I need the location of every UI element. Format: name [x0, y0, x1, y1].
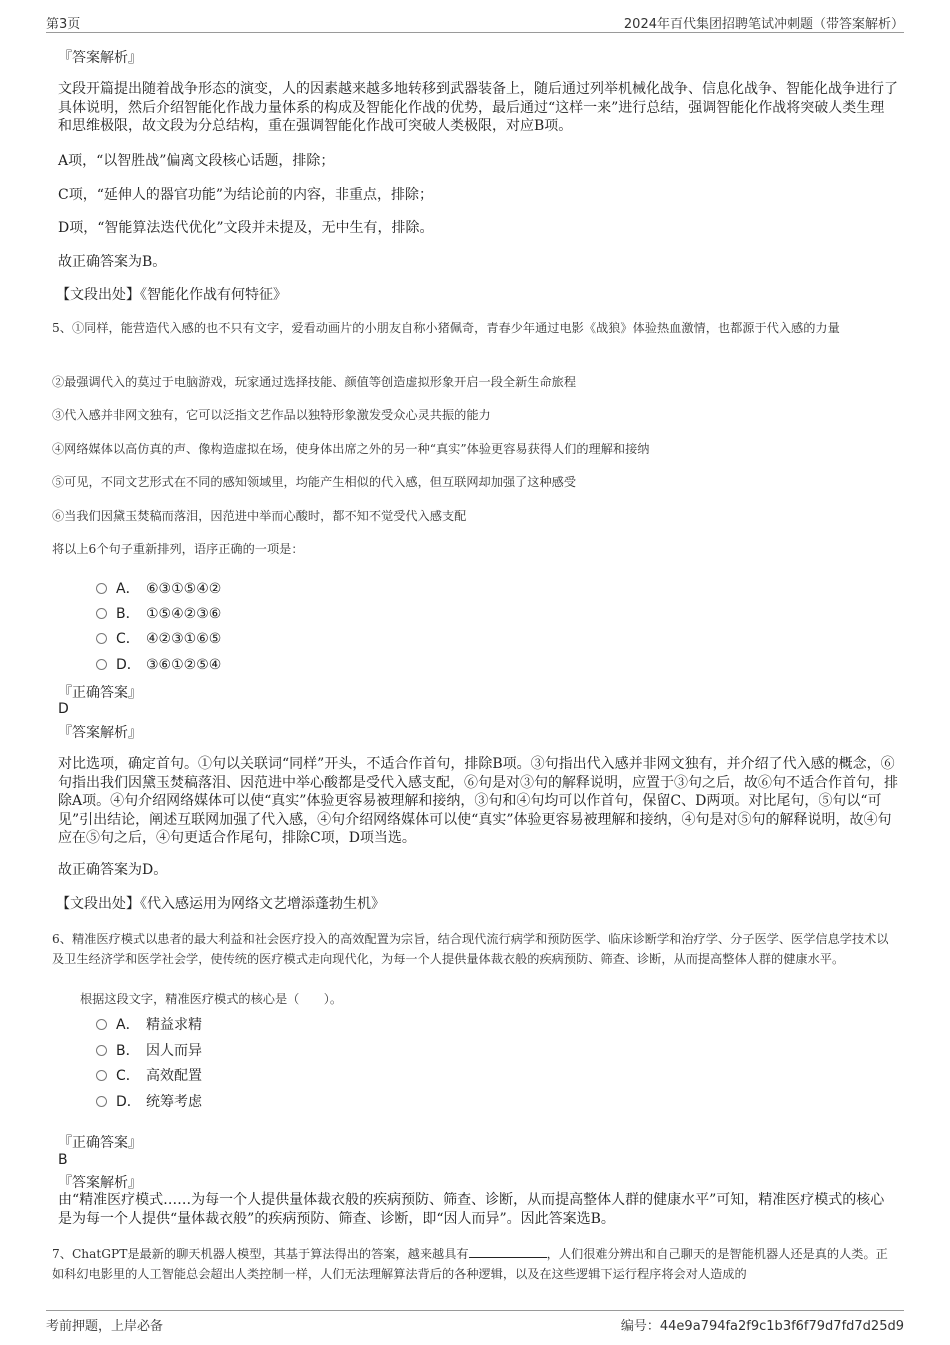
- q6-answer-label: 『正确答案』: [58, 1135, 142, 1151]
- document-title: 2024年百代集团招聘笔试冲刺题（带答案解析）: [623, 17, 904, 32]
- q5-sentence-3: ③代入感并非网文独有，它可以泛指文艺作品以独特形象激发受众心灵共振的能力: [52, 408, 491, 422]
- q7-text-after: ，人们很难分辨出和自己聊天的是智能机器人还是真的人类。正如科幻电影里的人工智能总会超出人类控制一样，人们无法理解算法背后的各种逻辑，以及在这些逻辑下运行程序将会对人造成的: [52, 1247, 888, 1281]
- q6-stem: 根据这段文字，精准医疗模式的核心是（ ）。: [80, 992, 343, 1006]
- radio-icon[interactable]: [96, 633, 107, 644]
- page-number: 第3页: [46, 17, 81, 32]
- q5-option-b[interactable]: B． ①⑤④②③⑥: [96, 603, 221, 623]
- page-header: [46, 10, 904, 33]
- q6-option-c[interactable]: C． 高效配置: [96, 1065, 202, 1085]
- radio-icon[interactable]: [96, 1019, 107, 1030]
- q6-answer: B: [58, 1152, 68, 1168]
- radio-icon[interactable]: [96, 583, 107, 594]
- page-footer: [46, 1310, 904, 1333]
- q5-analysis: 对比选项，确定首句。①句以关联词“同样”开头，不适合作首句，排除B项。③句指出代入感并非网文独有，并介绍了代入感的概念，⑥句指出我们因黛玉焚稿落泪、因范进中举心酸都是受代入感支配，⑥句是对③句的解释说明，应置于③句之后，故⑥句不适合作首句，排除A项。④句介绍网络媒体可以使“真实”体验更容易被理解和接纳，③句和④句均可以作首句，保留C、D两项。对比尾句，⑤句以“可见”引出结论，阐述互联网加强了代入感，④句介绍网络媒体可以使“真实”体验更容易被理解和接纳，④句是对⑤句的解释说明，故④句应在⑤句之后，④句更适合作尾句，排除C项，D项当选。: [58, 756, 898, 846]
- q5-source: 【文段出处】《代入感运用为网络文艺增添蓬勃生机》: [56, 896, 385, 912]
- q6-text: 6、精准医疗模式以患者的最大利益和社会医疗投入的高效配置为宗旨，结合现代流行病学和预防医学、临床诊断学和治疗学、分子医学、医学信息学技术以及卫生经济学和医学社会学，使传统的医疗模式走向现代化，为每一个人提供量体裁衣般的疾病预防、筛查、诊断，从而提高整体人群的健康水平。: [52, 932, 889, 966]
- q5-answer-label: 『正确答案』: [58, 685, 142, 701]
- q5-option-a[interactable]: A． ⑥③①⑤④②: [96, 578, 221, 598]
- q7-text-before: 7、ChatGPT是最新的聊天机器人模型，其基于算法得出的答案，越来越具有: [52, 1247, 469, 1261]
- q5-sentence-4: ④网络媒体以高仿真的声、像构造虚拟在场，使身体出席之外的另一种“真实”体验更容易获得人们的理解和接纳: [52, 442, 650, 456]
- radio-icon[interactable]: [96, 1070, 107, 1081]
- q5-option-c[interactable]: C． ④②③①⑥⑤: [96, 628, 221, 648]
- q6-option-d[interactable]: D． 统筹考虑: [96, 1091, 202, 1111]
- q6-analysis-label: 『答案解析』: [58, 1175, 142, 1191]
- q5-option-d[interactable]: D． ③⑥①②⑤④: [96, 654, 221, 674]
- q6-option-b[interactable]: B． 因人而异: [96, 1040, 202, 1060]
- q4-option-c-note: C项，“延伸人的器官功能”为结论前的内容，非重点，排除；: [58, 187, 434, 203]
- document-code: 编号：44e9a794fa2f9c1b3f6f79d7fd7d25d9: [620, 1319, 904, 1334]
- q4-option-d-note: D项，“智能算法迭代优化”文段并未提及，无中生有，排除。: [58, 220, 434, 236]
- q6-analysis: 由“精准医疗模式……为每一个人提供量体裁衣般的疾病预防、筛查、诊断，从而提高整体人群的健康水平”可知，精准医疗模式的核心是为每一个人提供“量体裁衣般”的疾病预防、筛查、诊断，即“因人而异”。因此答案选B。: [58, 1192, 885, 1227]
- radio-icon[interactable]: [96, 1096, 107, 1107]
- q5-stem: 将以上6个句子重新排列，语序正确的一项是：: [52, 542, 304, 556]
- footer-slogan: 考前押题，上岸必备: [46, 1319, 164, 1334]
- q4-option-a-note: A项，“以智胜战”偏离文段核心话题，排除；: [58, 153, 335, 169]
- q5-answer: D: [58, 701, 69, 717]
- radio-icon[interactable]: [96, 608, 107, 619]
- q5-analysis-label: 『答案解析』: [58, 725, 142, 741]
- q5-sentence-5: ⑤可见，不同文艺形式在不同的感知领域里，均能产生相似的代入感，但互联网却加强了这种感受: [52, 475, 577, 489]
- q5-conclusion: 故正确答案为D。: [58, 862, 168, 878]
- q4-analysis: 文段开篇提出随着战争形态的演变，人的因素越来越多地转移到武器装备上，随后通过列举机械化战争、信息化战争、智能化战争进行了具体说明，然后介绍智能化作战力量体系的构成及智能化作战的优势，最后通过“这样一来”进行总结，强调智能化作战将突破人类生理和思维极限，故文段为分总结构，重在强调智能化作战可突破人类极限，对应B项。: [58, 81, 898, 134]
- radio-icon[interactable]: [96, 659, 107, 670]
- q7-text: [52, 1244, 898, 1284]
- q7-blank: [469, 1245, 547, 1258]
- radio-icon[interactable]: [96, 1045, 107, 1056]
- q5-sentence-1: 5、①同样，能营造代入感的也不只有文字，爱看动画片的小朋友自称小猪佩奇，青春少年通过电影《战狼》体验热血激情，也都源于代入感的力量: [52, 321, 840, 335]
- q4-analysis-label: 『答案解析』: [58, 50, 142, 66]
- q4-conclusion: 故正确答案为B。: [58, 254, 167, 270]
- q6-option-a[interactable]: A． 精益求精: [96, 1014, 202, 1034]
- q4-source: 【文段出处】《智能化作战有何特征》: [56, 287, 287, 303]
- q5-sentence-6: ⑥当我们因黛玉焚稿而落泪，因范进中举而心酸时，都不知不觉受代入感支配: [52, 509, 467, 523]
- q5-sentence-2: ②最强调代入的莫过于电脑游戏，玩家通过选择技能、颜值等创造虚拟形象开启一段全新生命旅程: [52, 375, 577, 389]
